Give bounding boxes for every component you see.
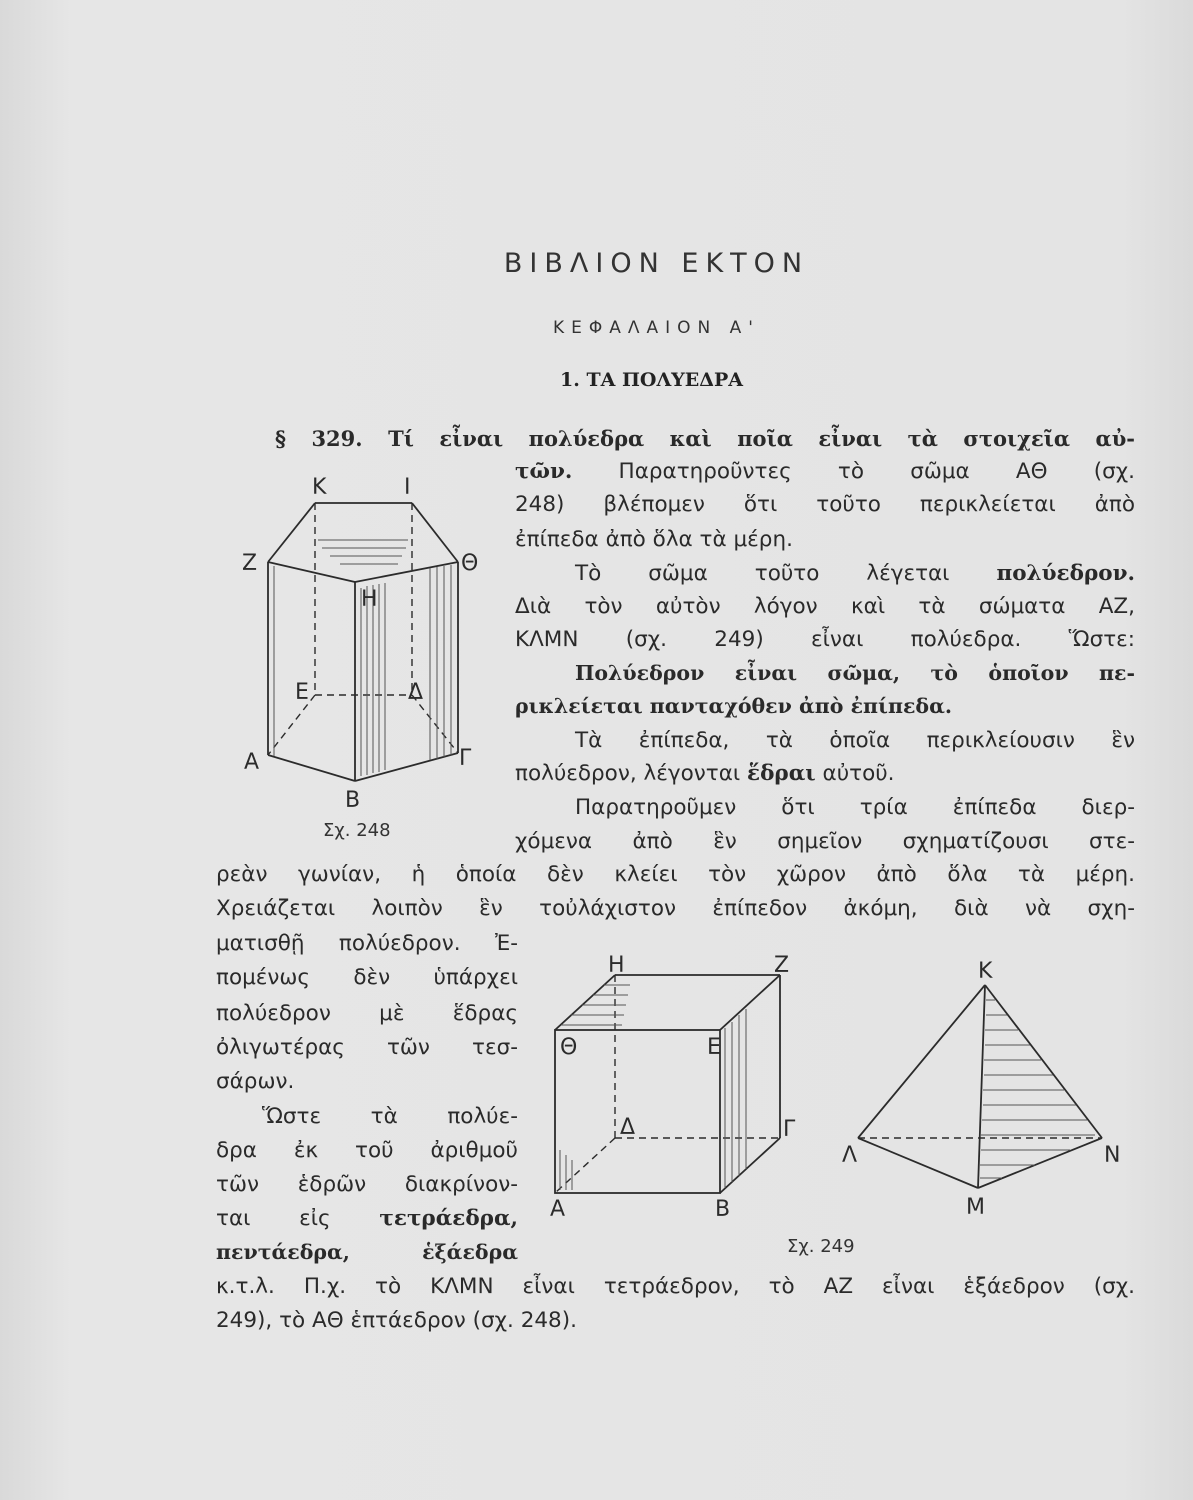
label-249-N: Ν [1104, 1143, 1121, 1168]
label-248-G: Γ [459, 746, 472, 771]
text-line-21 [216, 1206, 518, 1231]
edge-AB [268, 755, 355, 781]
label-249-E: Ε [707, 1035, 721, 1060]
term-faces: ἕδραι [747, 761, 816, 786]
cube-shading [560, 985, 746, 1190]
text-line-13: ματισθῇ πολύεδρον. Ἐ- [216, 931, 518, 956]
text-line-3: ἐπίπεδα ἀπὸ ὅλα τὰ μέρη. [515, 527, 793, 552]
prism-shading [274, 540, 451, 776]
edge-K-N [985, 985, 1102, 1138]
book-title: ΒΙΒΛΙΟΝ ΕΚΤΟΝ [503, 248, 810, 279]
text-line-17: σάρων. [216, 1069, 295, 1094]
figure-248-prism [230, 470, 490, 813]
text-line-14: πομένως δὲν ὑπάρχει [216, 965, 518, 990]
edge-K-M [978, 985, 985, 1188]
definition-line-1: Πολύεδρον εἶναι σῶμα, τὸ ὁποῖον πε- [575, 661, 1135, 685]
label-248-Z: Ζ [242, 551, 258, 576]
edge-K-L [858, 985, 985, 1138]
text-line-7: Τὰ ἐπίπεδα, τὰ ὁποῖα περικλείουσιν ἓν [575, 728, 1135, 753]
label-249-Z: Ζ [774, 953, 790, 978]
label-248-I: Ι [404, 475, 411, 500]
text-line-1-rest: Παρατηροῦντες τὸ σῶμα ΑΘ (σχ. [618, 459, 1135, 484]
edge-L-M [858, 1138, 978, 1188]
edge-ZH [268, 562, 355, 582]
pyramid-shading [980, 1000, 1095, 1178]
label-249-L: Λ [842, 1143, 858, 1168]
text-line-11: ρεὰν γωνίαν, ἡ ὁποία δὲν κλείει τὸν χῶρον ἀπὸ ὅλα τὰ μέρη. [216, 862, 1135, 887]
edge-TH-H [555, 975, 615, 1030]
label-248-D: Δ [408, 680, 424, 705]
text-line-23: κ.τ.λ. Π.χ. τὸ ΚΛΜΝ εἶναι τετράεδρον, τὸ ΑΖ εἶναι ἑξάεδρον (σχ. [216, 1274, 1135, 1299]
label-249-A: Α [550, 1197, 566, 1222]
paragraph-number: § 329. [275, 426, 363, 451]
text-line-1 [515, 459, 1135, 484]
text-line-16: ὀλιγωτέρας τῶν τεσ- [216, 1035, 518, 1060]
label-248-K: Κ [312, 475, 327, 500]
label-248-B: Β [345, 788, 361, 813]
paragraph-heading [275, 426, 1135, 451]
term-polyhedron: πολύεδρον. [996, 561, 1135, 586]
text-line-12: Χρειάζεται λοιπὸν ἓν τοὐλάχιστον ἐπίπεδον ἀκόμη, διὰ νὰ σχη- [216, 896, 1135, 921]
label-249-K: Κ [978, 959, 993, 984]
text-line-19: δρα ἐκ τοῦ ἀριθμοῦ [216, 1138, 518, 1163]
term-pentahedra: πεντάεδρα, [216, 1240, 350, 1264]
edge-KZ [268, 503, 315, 562]
text-line-9: Παρατηροῦμεν ὅτι τρία ἐπίπεδα διερ- [575, 795, 1135, 820]
text-line-20: τῶν ἑδρῶν διακρίνον- [216, 1172, 518, 1197]
edge-ITH [412, 503, 458, 562]
text-line-21-pre: ται εἰς [216, 1206, 331, 1231]
figure-249-caption: Σχ. 249 [787, 1236, 855, 1257]
term-tetrahedra: τετράεδρα, [379, 1206, 518, 1231]
figure-249-pyramid [840, 950, 1140, 1220]
text-line-4 [575, 561, 1135, 586]
label-249-G: Γ [783, 1117, 796, 1142]
edge-HTH [355, 562, 458, 582]
edge-BG [355, 753, 458, 781]
edge-B-G [720, 1138, 780, 1193]
text-line-24: 249), τὸ ΑΘ ἑπτάεδρον (σχ. 248). [216, 1308, 577, 1333]
term-hexahedra: ἑξάεδρα [422, 1240, 518, 1264]
text-line-8-pre: πολύεδρον, λέγονται [515, 761, 741, 786]
paragraph-question: Τί εἶναι πολύεδρα καὶ ποῖα εἶναι τὰ στοιχεῖα αὐ- [388, 426, 1135, 451]
text-line-8-post: αὐτοῦ. [822, 761, 895, 786]
text-line-18: Ὥστε τὰ πολύε- [262, 1104, 518, 1129]
label-248-A: Α [244, 750, 260, 775]
label-248-H: Η [361, 587, 378, 612]
chapter-heading: ΚΕΦΑΛΑΙΟΝ Α' [553, 318, 760, 338]
paragraph-question-end: τῶν. [515, 459, 573, 484]
definition-line-2: ρικλείεται πανταχόθεν ἀπὸ ἐπίπεδα. [515, 694, 953, 718]
text-line-5: Διὰ τὸν αὐτὸν λόγον καὶ τὰ σώματα ΑΖ, [515, 594, 1135, 619]
label-249-TH: Θ [560, 1035, 578, 1060]
label-249-B: Β [715, 1197, 731, 1222]
text-line-2: 248) βλέπομεν ὅτι τοῦτο περικλείεται ἀπὸ [515, 492, 1135, 517]
figure-248-caption: Σχ. 248 [323, 820, 391, 841]
text-line-8 [515, 761, 895, 786]
edge-M-N [978, 1138, 1102, 1188]
text-line-6: ΚΛΜΝ (σχ. 249) εἶναι πολύεδρα. Ὥστε: [515, 627, 1135, 652]
text-line-4-pre: Τὸ σῶμα τοῦτο λέγεται [575, 561, 950, 586]
text-line-15: πολύεδρον μὲ ἕδρας [216, 1001, 518, 1026]
label-249-M: Μ [966, 1195, 985, 1220]
label-248-TH: Θ [461, 551, 479, 576]
label-249-D: Δ [620, 1115, 636, 1140]
text-line-10: χόμενα ἀπὸ ἓν σημεῖον σχηματίζουσι στε- [515, 829, 1135, 854]
label-249-H: Η [608, 953, 625, 978]
cube-front-face [555, 1030, 720, 1193]
figure-249-cube [540, 950, 810, 1220]
label-248-E: Ε [295, 680, 309, 705]
edge-E-Z [720, 975, 780, 1030]
section-title: 1. ΤΑ ΠΟΛΥΕΔΡΑ [560, 369, 743, 391]
text-line-22 [216, 1240, 518, 1264]
hidden-edge-D-A [555, 1138, 615, 1193]
